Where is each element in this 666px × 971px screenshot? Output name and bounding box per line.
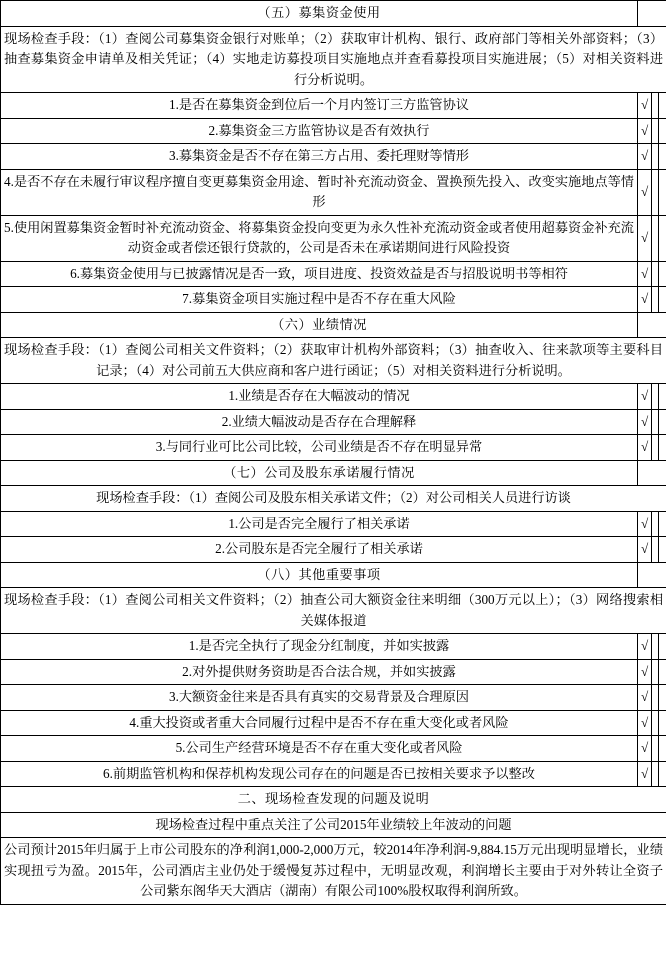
section-method: 现场检查手段：（1）查阅公司相关文件资料；（2）获取审计机构外部资料；（3）抽查收入、往来款项等主要科目记录；（4）对公司前五大供应商和客户进行函证；（5）对相关资料进行分析说明。	[1, 338, 666, 384]
table-row	[1, 537, 666, 563]
findings-body-row	[1, 838, 666, 905]
checklist-item-label: 5.公司生产经营环境是否不存在重大变化或者风险	[1, 736, 638, 762]
blank-cell-1[interactable]	[652, 169, 659, 215]
checklist-item-label: 1.是否完全执行了现金分红制度，并如实披露	[1, 634, 638, 660]
blank-cell-2[interactable]	[659, 634, 666, 660]
check-mark-cell[interactable]: √	[638, 511, 652, 537]
check-mark-cell[interactable]: √	[638, 710, 652, 736]
check-mark-cell[interactable]: √	[638, 537, 652, 563]
section-method: 现场检查手段：（1）查阅公司相关文件资料；（2）抽查公司大额资金往来明细（300万元以上）；（3）网络搜索相关媒体报道	[1, 588, 666, 634]
table-row	[1, 659, 666, 685]
table-row	[1, 261, 666, 287]
checklist-item-label: 4.重大投资或者重大合同履行过程中是否不存在重大变化或者风险	[1, 710, 638, 736]
table-row	[1, 287, 666, 313]
blank-cell-2[interactable]	[659, 261, 666, 287]
section-method: 现场检查手段：（1）查阅公司及股东相关承诺文件；（2）对公司相关人员进行访谈	[1, 486, 666, 512]
table-row	[1, 384, 666, 410]
blank-cell-2[interactable]	[659, 537, 666, 563]
checklist-item-label: 2.公司股东是否完全履行了相关承诺	[1, 537, 638, 563]
section-heading: （八）其他重要事项	[1, 562, 638, 588]
checklist-item-label: 7.募集资金项目实施过程中是否不存在重大风险	[1, 287, 638, 313]
table-row	[1, 93, 666, 119]
section-heading-row	[1, 460, 666, 486]
check-mark-cell[interactable]: √	[638, 261, 652, 287]
check-mark-cell[interactable]: √	[638, 287, 652, 313]
table-row	[1, 710, 666, 736]
checklist-item-label: 1.公司是否完全履行了相关承诺	[1, 511, 638, 537]
section-method-row	[1, 588, 666, 634]
table-row	[1, 736, 666, 762]
section-method: 现场检查手段：（1）查阅公司募集资金银行对账单；（2）获取审计机构、银行、政府部门等相关外部资料；（3）抽查募集资金申请单及相关凭证；（4）实地走访募投项目实施地点并查看募投项目实施进展；（5）对相关资料进行分析说明。	[1, 26, 666, 93]
checklist-item-label: 6.募集资金使用与已披露情况是否一致，项目进度、投资效益是否与招股说明书等相符	[1, 261, 638, 287]
blank-cell-2[interactable]	[659, 384, 666, 410]
blank-cell-1[interactable]	[652, 144, 659, 170]
blank-cell-2[interactable]	[659, 409, 666, 435]
findings-body: 公司预计2015年归属于上市公司股东的净利润1,000-2,000万元，较2014年净利润-9,884.15万元出现明显增长，业绩实现扭亏为盈。2015年，公司酒店主业仍处于缓慢复苏过程中，无明显改观，利润增长主要由于对外转让全资子公司紫东阁华天大酒店（湖南）有限公司100%股权取得利润所致。	[1, 838, 666, 905]
check-mark-cell[interactable]: √	[638, 736, 652, 762]
findings-heading-row	[1, 787, 666, 813]
section-heading-spacer	[638, 1, 666, 27]
checklist-item-label: 2.业绩大幅波动是否存在合理解释	[1, 409, 638, 435]
table-row	[1, 685, 666, 711]
section-method-row	[1, 26, 666, 93]
section-heading-row	[1, 562, 666, 588]
table-row	[1, 169, 666, 215]
blank-cell-2[interactable]	[659, 215, 666, 261]
blank-cell-2[interactable]	[659, 93, 666, 119]
blank-cell-2[interactable]	[659, 511, 666, 537]
blank-cell-1[interactable]	[652, 710, 659, 736]
section-method-row	[1, 486, 666, 512]
blank-cell-1[interactable]	[652, 384, 659, 410]
check-mark-cell[interactable]: √	[638, 93, 652, 119]
section-heading: （六）业绩情况	[1, 312, 638, 338]
blank-cell-1[interactable]	[652, 215, 659, 261]
blank-cell-1[interactable]	[652, 736, 659, 762]
table-row	[1, 761, 666, 787]
check-mark-cell[interactable]: √	[638, 634, 652, 660]
findings-subheading-row	[1, 812, 666, 838]
blank-cell-1[interactable]	[652, 537, 659, 563]
check-mark-cell[interactable]: √	[638, 215, 652, 261]
check-mark-cell[interactable]: √	[638, 435, 652, 461]
check-mark-cell[interactable]: √	[638, 685, 652, 711]
table-row	[1, 215, 666, 261]
blank-cell-1[interactable]	[652, 287, 659, 313]
table-body	[1, 1, 666, 905]
section-heading-row	[1, 312, 666, 338]
blank-cell-1[interactable]	[652, 409, 659, 435]
blank-cell-2[interactable]	[659, 169, 666, 215]
checklist-item-label: 4.是否不存在未履行审议程序擅自变更募集资金用途、暂时补充流动资金、置换预先投入、改变实施地点等情形	[1, 169, 638, 215]
check-mark-cell[interactable]: √	[638, 118, 652, 144]
checklist-item-label: 1.业绩是否存在大幅波动的情况	[1, 384, 638, 410]
table-row	[1, 409, 666, 435]
blank-cell-1[interactable]	[652, 761, 659, 787]
table-row	[1, 511, 666, 537]
blank-cell-1[interactable]	[652, 261, 659, 287]
table-row	[1, 118, 666, 144]
section-heading-row	[1, 1, 666, 27]
blank-cell-1[interactable]	[652, 685, 659, 711]
blank-cell-2[interactable]	[659, 761, 666, 787]
check-mark-cell[interactable]: √	[638, 761, 652, 787]
blank-cell-2[interactable]	[659, 710, 666, 736]
blank-cell-1[interactable]	[652, 634, 659, 660]
section-method-row	[1, 338, 666, 384]
blank-cell-1[interactable]	[652, 659, 659, 685]
blank-cell-1[interactable]	[652, 435, 659, 461]
check-mark-cell[interactable]: √	[638, 169, 652, 215]
checklist-item-label: 3.募集资金是否不存在第三方占用、委托理财等情形	[1, 144, 638, 170]
checklist-item-label: 5.使用闲置募集资金暂时补充流动资金、将募集资金投向变更为永久性补充流动资金或者使用超募资金补充流动资金或者偿还银行贷款的，公司是否未在承诺期间进行风险投资	[1, 215, 638, 261]
blank-cell-2[interactable]	[659, 118, 666, 144]
findings-heading: 二、现场检查发现的问题及说明	[1, 787, 666, 813]
section-heading-spacer	[638, 312, 666, 338]
blank-cell-2[interactable]	[659, 287, 666, 313]
section-heading: （五）募集资金使用	[1, 1, 638, 27]
findings-subheading: 现场检查过程中重点关注了公司2015年业绩较上年波动的问题	[1, 812, 666, 838]
blank-cell-2[interactable]	[659, 659, 666, 685]
section-heading-spacer	[638, 460, 666, 486]
blank-cell-2[interactable]	[659, 736, 666, 762]
blank-cell-2[interactable]	[659, 435, 666, 461]
checklist-item-label: 2.对外提供财务资助是否合法合规，并如实披露	[1, 659, 638, 685]
blank-cell-1[interactable]	[652, 511, 659, 537]
checklist-item-label: 6.前期监管机构和保荐机构发现公司存在的问题是否已按相关要求予以整改	[1, 761, 638, 787]
table-row	[1, 634, 666, 660]
check-mark-cell[interactable]: √	[638, 144, 652, 170]
check-mark-cell[interactable]: √	[638, 409, 652, 435]
blank-cell-1[interactable]	[652, 93, 659, 119]
table-row	[1, 435, 666, 461]
blank-cell-2[interactable]	[659, 685, 666, 711]
blank-cell-1[interactable]	[652, 118, 659, 144]
blank-cell-2[interactable]	[659, 144, 666, 170]
checklist-item-label: 2.募集资金三方监管协议是否有效执行	[1, 118, 638, 144]
check-mark-cell[interactable]: √	[638, 384, 652, 410]
table-row	[1, 144, 666, 170]
section-heading-spacer	[638, 562, 666, 588]
checklist-item-label: 3.大额资金往来是否具有真实的交易背景及合理原因	[1, 685, 638, 711]
checklist-item-label: 3.与同行业可比公司比较，公司业绩是否不存在明显异常	[1, 435, 638, 461]
section-heading: （七）公司及股东承诺履行情况	[1, 460, 638, 486]
checklist-item-label: 1.是否在募集资金到位后一个月内签订三方监管协议	[1, 93, 638, 119]
check-mark-cell[interactable]: √	[638, 659, 652, 685]
